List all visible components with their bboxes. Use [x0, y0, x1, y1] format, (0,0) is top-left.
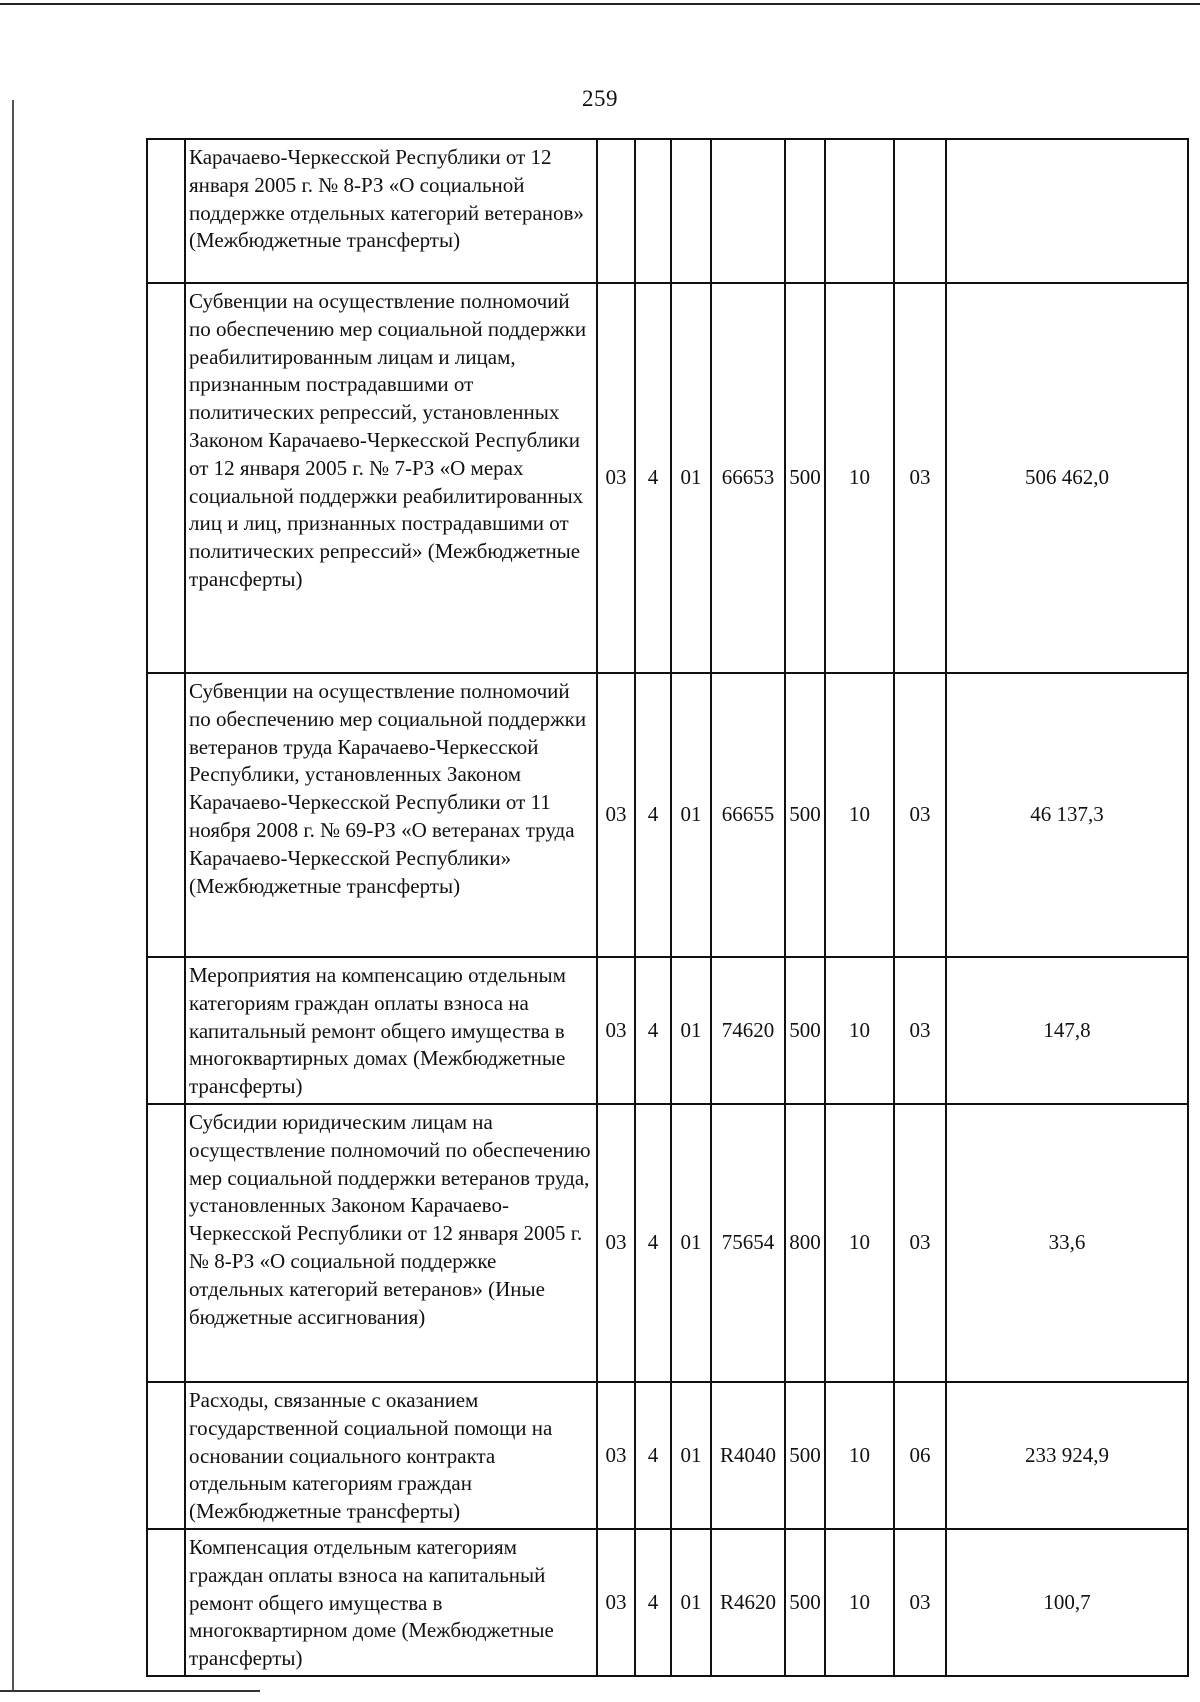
- code-cell-3: 01: [671, 1104, 711, 1382]
- code-cell-5: 500: [785, 1529, 825, 1676]
- budget-table: [146, 138, 1189, 1677]
- row-index-cell: [147, 283, 185, 673]
- code-cell-4: R4040: [711, 1382, 785, 1529]
- table-row: [147, 283, 1188, 673]
- row-description: Субсидии юридическим лицам на осуществление полномочий по обеспечению мер социальной поддержки ветеранов труда, установленных Законом Карачаево-Черкесской Республики от 12 января 2005 г. № 8-РЗ «О социальной поддержке отдельных категорий ветеранов» (Иные бюджетные ассигнования): [185, 1104, 597, 1382]
- code-cell-3: 01: [671, 1382, 711, 1529]
- page-number: 259: [582, 86, 618, 111]
- code-cell-5: 800: [785, 1104, 825, 1382]
- scan-edge-left: [12, 100, 14, 1690]
- code-cell-7: 03: [894, 283, 946, 673]
- code-cell-2: 4: [635, 1529, 671, 1676]
- code-cell-2: 4: [635, 1382, 671, 1529]
- amount-cell: 33,6: [946, 1104, 1188, 1382]
- code-cell-5: 500: [785, 283, 825, 673]
- code-cell-6: 10: [825, 957, 894, 1104]
- row-index-cell: [147, 139, 185, 283]
- code-cell-3: 01: [671, 1529, 711, 1676]
- code-cell-3: 01: [671, 673, 711, 957]
- code-cell-1: [597, 139, 635, 283]
- code-cell-4: 66655: [711, 673, 785, 957]
- row-description: Субвенции на осуществление полномочий по обеспечению мер социальной поддержки реабилитированным лицам и лицам, признанным пострадавшими от политических репрессий, установленных Законом Карачаево-Черкесской Республики от 12 января 2005 г. № 7-РЗ «О мерах социальной поддержки реабилитированных лиц и лиц, признанных пострадавшими от политических репрессий» (Межбюджетные трансферты): [185, 283, 597, 673]
- code-cell-5: 500: [785, 957, 825, 1104]
- code-cell-3: [671, 139, 711, 283]
- code-cell-6: 10: [825, 283, 894, 673]
- table-row: [147, 957, 1188, 1104]
- code-cell-2: 4: [635, 283, 671, 673]
- row-description: Субвенции на осуществление полномочий по обеспечению мер социальной поддержки ветеранов труда Карачаево-Черкесской Республики, установленных Законом Карачаево-Черкесской Республики от 11 ноября 2008 г. № 69-РЗ «О ветеранах труда Карачаево-Черкесской Республики» (Межбюджетные трансферты): [185, 673, 597, 957]
- code-cell-2: [635, 139, 671, 283]
- code-cell-7: [894, 139, 946, 283]
- code-cell-5: 500: [785, 1382, 825, 1529]
- code-cell-2: 4: [635, 673, 671, 957]
- row-index-cell: [147, 1529, 185, 1676]
- code-cell-1: 03: [597, 1382, 635, 1529]
- code-cell-7: 03: [894, 957, 946, 1104]
- code-cell-1: 03: [597, 283, 635, 673]
- code-cell-1: 03: [597, 673, 635, 957]
- row-description: Компенсация отдельным категориям граждан оплаты взноса на капитальный ремонт общего имущества в многоквартирном доме (Межбюджетные трансферты): [185, 1529, 597, 1676]
- code-cell-7: 03: [894, 673, 946, 957]
- code-cell-6: 10: [825, 673, 894, 957]
- code-cell-4: R4620: [711, 1529, 785, 1676]
- code-cell-5: [785, 139, 825, 283]
- code-cell-7: 03: [894, 1104, 946, 1382]
- code-cell-3: 01: [671, 283, 711, 673]
- row-description: Расходы, связанные с оказанием государственной социальной помощи на основании социального контракта отдельным категориям граждан (Межбюджетные трансферты): [185, 1382, 597, 1529]
- table-row: [147, 1382, 1188, 1529]
- code-cell-3: 01: [671, 957, 711, 1104]
- code-cell-1: 03: [597, 1104, 635, 1382]
- code-cell-2: 4: [635, 957, 671, 1104]
- code-cell-4: 74620: [711, 957, 785, 1104]
- table-row: [147, 1104, 1188, 1382]
- amount-cell: [946, 139, 1188, 283]
- row-description: Карачаево-Черкесской Республики от 12 января 2005 г. № 8-РЗ «О социальной поддержке отдельных категорий ветеранов» (Межбюджетные трансферты): [185, 139, 597, 283]
- code-cell-4: 75654: [711, 1104, 785, 1382]
- code-cell-6: 10: [825, 1382, 894, 1529]
- amount-cell: 46 137,3: [946, 673, 1188, 957]
- code-cell-6: [825, 139, 894, 283]
- row-index-cell: [147, 957, 185, 1104]
- code-cell-6: 10: [825, 1104, 894, 1382]
- row-description: Мероприятия на компенсацию отдельным категориям граждан оплаты взноса на капитальный ремонт общего имущества в многоквартирных домах (Межбюджетные трансферты): [185, 957, 597, 1104]
- code-cell-6: 10: [825, 1529, 894, 1676]
- amount-cell: 233 924,9: [946, 1382, 1188, 1529]
- amount-cell: 147,8: [946, 957, 1188, 1104]
- table-row: [147, 673, 1188, 957]
- table-body: [147, 139, 1188, 1676]
- code-cell-4: 66653: [711, 283, 785, 673]
- code-cell-7: 03: [894, 1529, 946, 1676]
- code-cell-1: 03: [597, 1529, 635, 1676]
- code-cell-1: 03: [597, 957, 635, 1104]
- row-index-cell: [147, 1382, 185, 1529]
- table-row: [147, 1529, 1188, 1676]
- code-cell-4: [711, 139, 785, 283]
- row-index-cell: [147, 673, 185, 957]
- code-cell-7: 06: [894, 1382, 946, 1529]
- scan-edge-top: [0, 3, 1200, 5]
- code-cell-2: 4: [635, 1104, 671, 1382]
- amount-cell: 506 462,0: [946, 283, 1188, 673]
- code-cell-5: 500: [785, 673, 825, 957]
- amount-cell: 100,7: [946, 1529, 1188, 1676]
- row-index-cell: [147, 1104, 185, 1382]
- scan-edge-bottom: [0, 1690, 260, 1692]
- table-row: [147, 139, 1188, 283]
